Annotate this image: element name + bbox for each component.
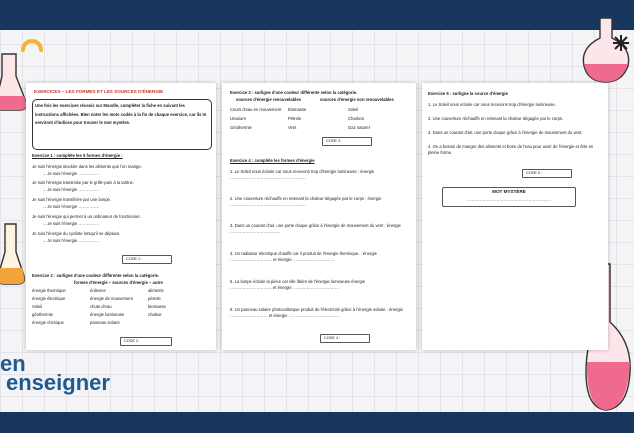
ex2-cell: chaleur — [148, 312, 162, 317]
code-1-box[interactable]: CODE 1 : — [122, 255, 172, 264]
ex1-line: Je suis l'énergie qui permet à un ordinateur de fonctionner. — [32, 214, 141, 219]
ex3-cell: Cours d'eau en mouvement — [230, 107, 282, 112]
instructions-text: Une fois les exercices réussis sur Moodle, compléter la fiche en suivant les instructions affichées. Bien noter les mots codés à la fin de chaque exercice, car ils te serviront d'indices pour trouver le mot mystère. — [35, 103, 207, 126]
ex2-cell: géothermie — [32, 312, 53, 317]
ex3-cell: Charbon — [348, 116, 365, 121]
exercise-3-title: Exercice 3 : surligne d'une couleur différente selon la catégorie. — [230, 90, 358, 95]
asterisk-icon — [612, 34, 630, 52]
flask-left-top-icon — [0, 52, 28, 112]
ex5-item: 3. Dans un courant d'air, une porte claque grâce à l'énergie de mouvement du vent. — [428, 130, 583, 135]
ex2-cell: panneau solaire — [90, 320, 120, 325]
site-logo[interactable] — [0, 351, 140, 395]
ex5-item: 1. Le Soleil nous éclaire car nous recevons trop d'énergie lumineuse. — [428, 102, 556, 107]
mystery-word-title: MOT MYSTÈRE — [492, 189, 526, 194]
ex5-item: 4. On a besoin de manger des aliments et boire de l'eau pour avoir de l'énergie et être en pleine forme. — [428, 144, 594, 156]
logo-line-2: enseigner — [6, 370, 110, 395]
ex2-cell: chute d'eau — [90, 304, 112, 309]
logo-line-1: en — [0, 351, 26, 376]
ex2-cell: énergie thermique — [32, 288, 66, 293]
ex1-line: Je suis l'énergie transmise par le grille-pain à la tartine. — [32, 180, 135, 185]
exercise-5-title: Exercice 5 : surligne la source d'énergie — [428, 91, 508, 96]
ex3-header-renewable: sources d'énergie renouvelables — [236, 97, 301, 102]
ex2-cell: pétrole — [148, 296, 161, 301]
ex5-item: 2. Une couverture réchauffe en retenant la chaleur dégagée par le corps. — [428, 116, 564, 121]
ex3-cell: Gaz naturel — [348, 125, 370, 130]
mystery-word-blank: …………………………………………………… — [467, 197, 551, 202]
worksheet-title: EXERCICES – LES FORMES ET LES SOURCES D'ÉNERGIE — [34, 89, 164, 94]
code-2-box[interactable]: CODE 2 : — [120, 337, 172, 346]
ex4-item: 4. Un radiateur électrique chauffe car il produit de l'énergie thermique. : énergie ………………………… et énergie ………………………… — [230, 251, 377, 263]
ex1-line: Je suis l'énergie stockée dans les aliments que l'on mange. — [32, 164, 142, 169]
ex1-line: → Je suis l'énergie …………… — [42, 221, 100, 226]
ex3-header-nonrenewable: sources d'énergie non renouvelables — [320, 97, 394, 102]
ex2-cell: biomasse — [148, 304, 166, 309]
ex2-cell: éolienne — [90, 288, 106, 293]
ex2-cell: énergie chimique — [32, 320, 64, 325]
ex3-cell: Géothermie — [230, 125, 252, 130]
code-3-box[interactable]: CODE 3 : — [322, 137, 372, 146]
ex3-cell: Biomasse — [288, 107, 307, 112]
code-5-box[interactable]: CODE 5 : — [522, 169, 572, 178]
ex3-cell: Pétrole — [288, 116, 302, 121]
ex3-cell: Vent — [288, 125, 297, 130]
ex4-item: 6. Un panneau solaire photovoltaïque produit de l'électricité grâce à l'énergie solaire : énergie ……………………… et énergie ……………………………… — [230, 307, 403, 319]
ex1-line: Je suis l'énergie du cycliste lorsqu'il se déplace. — [32, 231, 121, 236]
ex2-cell: aliments — [148, 288, 164, 293]
ex4-item: 1. Le Soleil nous éclaire car nous recevons trop d'énergie lumineuse : énergie ……………………………………………… — [230, 169, 375, 181]
arc-decoration — [20, 36, 44, 52]
ex4-item: 2. Une couverture réchauffe en retenant la chaleur dégagée par le corps : énergie ……………………………………………… — [230, 196, 382, 208]
ex1-line: → Je suis l'énergie …………… — [42, 171, 100, 176]
ex2-cell: énergie électrique — [32, 296, 66, 301]
exercise-4-title: Exercice 4 : compléte les formes d'énergie — [230, 158, 315, 163]
worksheet-page-1 — [26, 83, 216, 350]
ex2-cell: Soleil — [32, 304, 43, 309]
exercise-2-headers: formes d'énergie – sources d'énergie – autre — [74, 280, 163, 285]
ex4-item: 3. Dans un courant d'air, une porte claque grâce à l'énergie de mouvement du vent : énergie ……………………………… — [230, 223, 401, 235]
ex2-cell: énergie de mouvement — [90, 296, 133, 301]
top-banner — [0, 0, 634, 30]
flask-left-bottom-icon — [0, 222, 26, 286]
bottom-banner — [0, 412, 634, 433]
ex1-line: → Je suis l'énergie …………… — [42, 204, 100, 209]
ex4-item: 5. La lampe éclaire la pièce car elle libère de l'énergie lumineuse énergie ………………………… et énergie …………………………… — [230, 279, 366, 291]
ex3-cell: Soleil — [348, 107, 359, 112]
ex3-cell: Uranium — [230, 116, 246, 121]
worksheet-page-2 — [222, 83, 416, 350]
ex2-cell: énergie lumineuse — [90, 312, 125, 317]
ex1-line: Je suis l'énergie transférée par une lampe. — [32, 197, 112, 202]
ex1-line: → Je suis l'énergie …………… — [42, 238, 100, 243]
worksheet-page-3 — [422, 83, 608, 350]
exercise-1-title: Exercice 1 : compléte les 5 formes d'énergie : — [32, 153, 123, 158]
code-4-box[interactable]: CODE 4 : — [320, 334, 370, 343]
exercise-2-title: Exercice 2 : surligne d'une couleur différente selon la catégorie. — [32, 273, 160, 278]
ex1-line: → Je suis l'énergie …………… — [42, 187, 100, 192]
